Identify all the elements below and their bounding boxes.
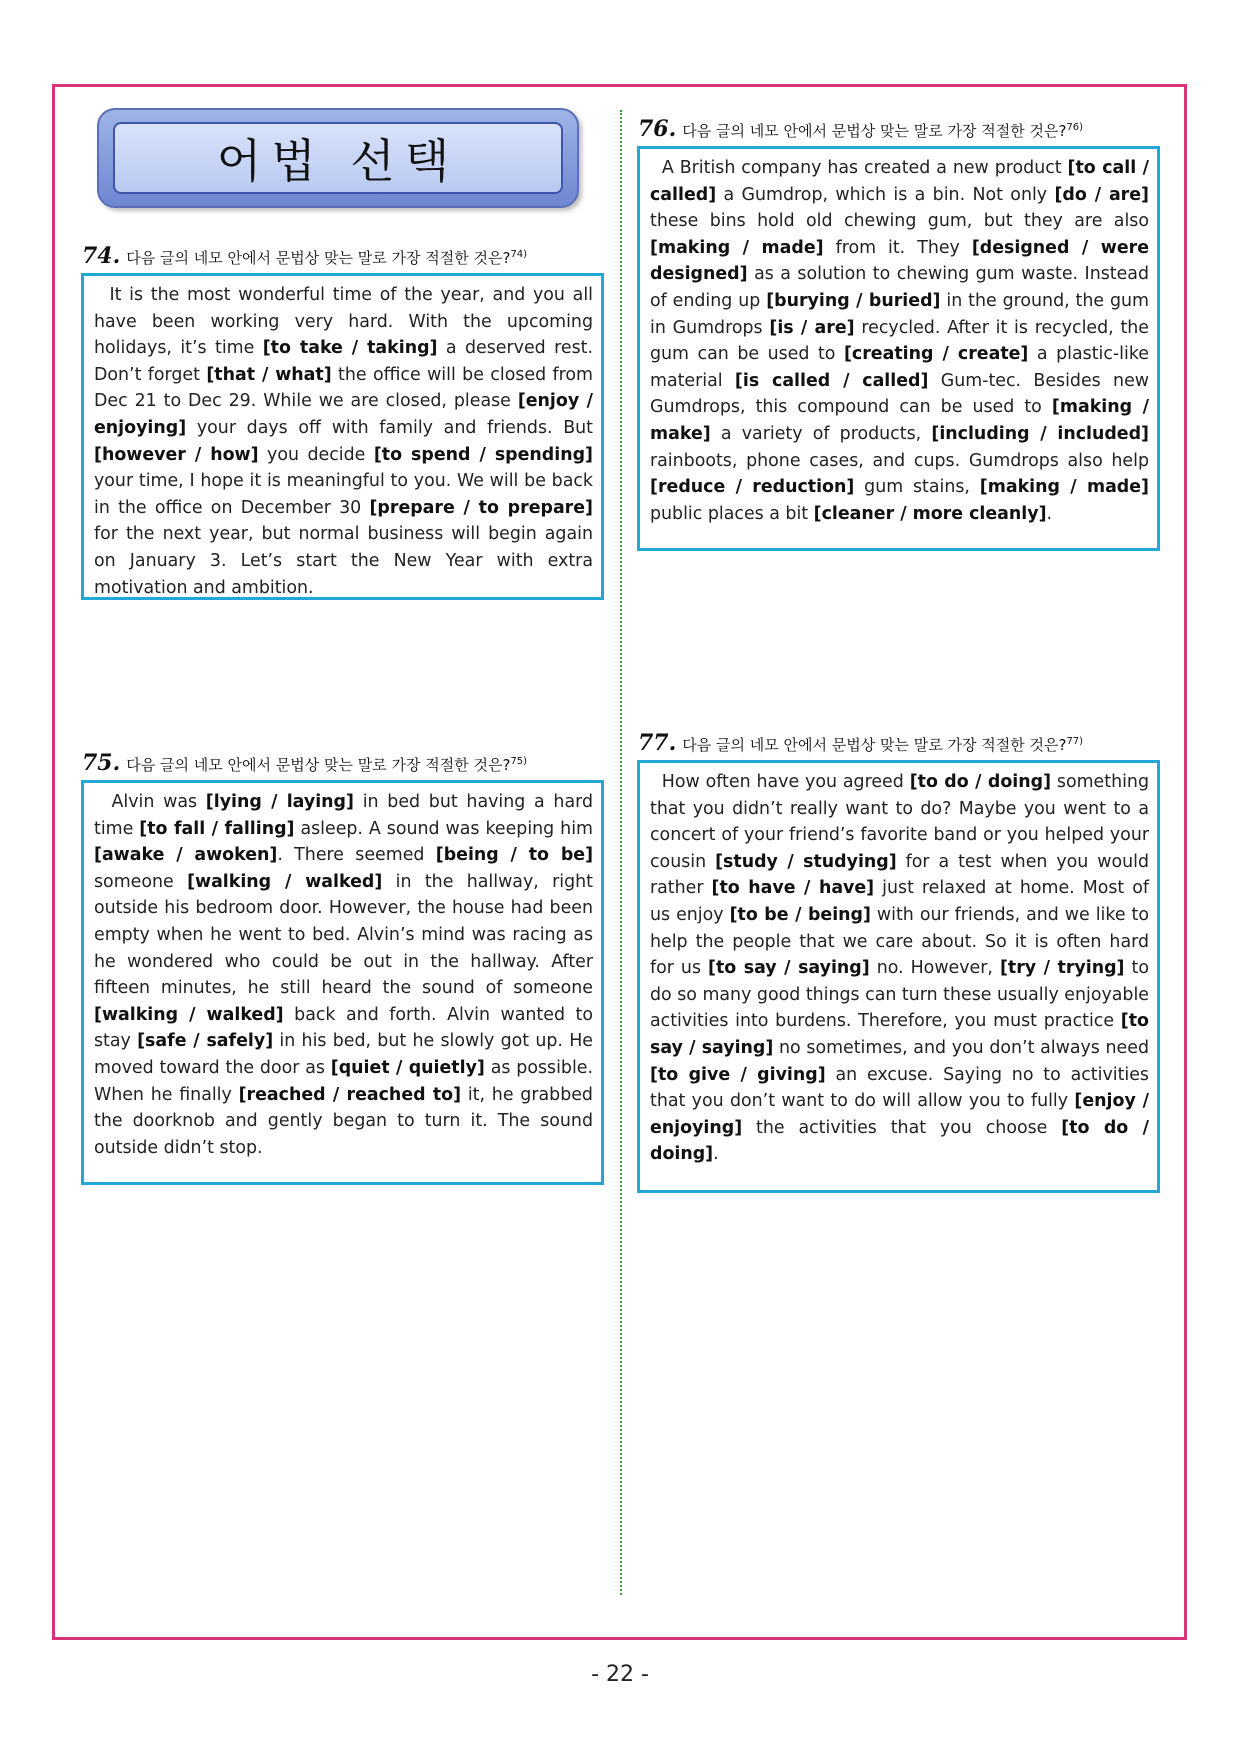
- passage-text: in his bed, but he slowly got up. He moved toward the door as: [94, 1031, 594, 1078]
- grammar-choice: [walking / walked]: [187, 871, 383, 892]
- grammar-choice: [creating / create]: [843, 344, 1029, 365]
- grammar-choice: [quiet / quietly]: [330, 1057, 485, 1078]
- grammar-choice: [to have / have]: [711, 878, 875, 899]
- footnote-ref: 77): [1066, 736, 1084, 747]
- passage-text: the activities that you choose: [742, 1117, 1062, 1138]
- grammar-choice: [including / included]: [931, 423, 1149, 444]
- footnote-ref: 76): [1066, 122, 1084, 133]
- question-74-passage: [81, 273, 604, 600]
- passage-text: rainboots, phone cases, and cups. Gumdrops also help: [650, 450, 1149, 471]
- section-title-plate: [113, 122, 563, 194]
- grammar-choice: [making / made]: [979, 477, 1149, 498]
- grammar-choice: [making / make]: [650, 397, 1149, 444]
- page-number: - 22 -: [591, 1662, 649, 1687]
- question-number: 76.: [638, 116, 677, 142]
- passage-text: in the hallway, right outside his bedroom door. However, the house had been empty when he went to bed. Alvin’s mind was racing as he wondered who could be out in the hallway. After fifteen minutes, he still heard the sound of someone: [94, 871, 593, 999]
- passage-text: with our friends, and we like to help the people that we care about. So it is often hard for us: [650, 904, 1149, 979]
- grammar-choice: [however / how]: [94, 444, 259, 465]
- passage-text: you decide: [258, 444, 374, 465]
- question-number: 75.: [82, 750, 121, 776]
- grammar-choice: [to spend / spending]: [373, 444, 593, 465]
- question-74-header: [82, 243, 527, 269]
- footnote-ref: 75): [510, 756, 528, 767]
- question-76-header: [638, 116, 1083, 142]
- passage-text: gum stains,: [854, 477, 980, 498]
- question-number: 74.: [82, 243, 121, 269]
- question-prompt: 다음 글의 네모 안에서 문법상 맞는 말로 가장 적절한 것은?$^{74)}$: [126, 249, 528, 267]
- passage-text: a variety of products,: [710, 423, 932, 444]
- section-title-banner: [97, 108, 579, 208]
- passage-text: in the ground, the gum in Gumdrops: [650, 290, 1149, 338]
- passage-text: to do so many good things can turn these usually enjoyable activities into burdens. Therefore, you must practice: [650, 958, 1149, 1032]
- grammar-choice: [burying / buried]: [766, 290, 941, 311]
- passage-text: the office will be closed from Dec 21 to Dec 29. While we are closed, please: [94, 364, 593, 412]
- passage-text: back and forth. Alvin wanted to stay: [94, 1004, 593, 1052]
- grammar-choice: [to call / called]: [650, 158, 1150, 205]
- passage-text: . There seemed: [277, 845, 436, 866]
- passage-text: for a test when you would rather: [650, 851, 1149, 899]
- grammar-choice: [being / to be]: [435, 845, 594, 866]
- grammar-choice: [making / made]: [650, 237, 824, 258]
- column-divider: [620, 110, 622, 1595]
- grammar-choice: [walking / walked]: [94, 1004, 284, 1025]
- passage-text: in bed but having a hard time: [94, 792, 593, 839]
- passage-text: .: [1046, 503, 1053, 524]
- passage-text: someone: [94, 871, 188, 892]
- grammar-choice: [to say / saying]: [708, 958, 870, 979]
- passage-text: an excuse. Saying no to activities that you don’t want to do will allow you to fully: [650, 1064, 1149, 1112]
- grammar-choice: [to fall / falling]: [139, 818, 295, 839]
- question-75-passage: [81, 780, 604, 1185]
- passage-text: as a solution to chewing gum waste. Instead of ending up: [650, 264, 1149, 311]
- grammar-choice: [designed / were designed]: [650, 237, 1149, 285]
- question-75-header: [82, 750, 527, 776]
- grammar-choice: [to do / doing]: [650, 1117, 1149, 1165]
- grammar-choice: [to take / taking]: [262, 338, 438, 359]
- passage-text: from it. They: [823, 237, 972, 258]
- grammar-choice: [is / are]: [769, 317, 855, 338]
- grammar-choice: [to give / giving]: [650, 1064, 826, 1085]
- question-77-passage: [637, 760, 1160, 1193]
- passage-text: just relaxed at home. Most of us enjoy: [650, 878, 1149, 925]
- question-76-passage: [637, 146, 1160, 551]
- passage-text: .: [713, 1144, 719, 1165]
- footnote-ref: 74): [510, 249, 528, 260]
- grammar-choice: [lying / laying]: [205, 792, 354, 812]
- question-prompt: 다음 글의 네모 안에서 문법상 맞는 말로 가장 적절한 것은?$^{75)}$: [126, 756, 528, 774]
- passage-text: a deserved rest. Don’t forget: [94, 338, 593, 385]
- passage-text: It is the most wonderful time of the year, and you all have been working very hard. With the upcoming holidays, it’s time: [94, 285, 593, 359]
- passage-text: your time, I hope it is meaningful to you. We will be back in the office on December 30: [94, 471, 593, 518]
- passage-text: no. However,: [869, 958, 1000, 979]
- grammar-choice: [reached / reached to]: [238, 1084, 462, 1105]
- passage-text: these bins hold old chewing gum, but they are also: [650, 211, 1149, 232]
- grammar-choice: [enjoy / enjoying]: [650, 1091, 1149, 1138]
- grammar-choice: [safe / safely]: [137, 1031, 274, 1052]
- grammar-choice: [to be / being]: [729, 904, 871, 925]
- passage-text: no sometimes, and you don’t always need: [773, 1037, 1149, 1058]
- passage-text: a Gumdrop, which is a bin. Not only: [716, 184, 1055, 205]
- grammar-choice: [prepare / to prepare]: [369, 497, 593, 518]
- grammar-choice: [do / are]: [1054, 184, 1150, 205]
- grammar-choice: [that / what]: [206, 364, 332, 385]
- grammar-choice: [study / studying]: [715, 851, 897, 872]
- passage-text: your days off with family and friends. But: [186, 417, 593, 438]
- question-prompt: 다음 글의 네모 안에서 문법상 맞는 말로 가장 적절한 것은?$^{76)}$: [682, 122, 1084, 140]
- passage-text: recycled. After it is recycled, the gum can be used to: [650, 317, 1149, 365]
- grammar-choice: [awake / awoken]: [94, 845, 278, 866]
- grammar-choice: [to say / saying]: [650, 1011, 1149, 1058]
- grammar-choice: [try / trying]: [999, 958, 1125, 979]
- grammar-choice: [is called / called]: [734, 370, 929, 391]
- question-prompt: 다음 글의 네모 안에서 문법상 맞는 말로 가장 적절한 것은?$^{77)}$: [682, 736, 1084, 754]
- grammar-choice: [reduce / reduction]: [650, 477, 855, 498]
- passage-text: public places a bit: [650, 503, 814, 524]
- question-77-header: [638, 730, 1083, 756]
- grammar-choice: [enjoy / enjoying]: [94, 391, 593, 438]
- passage-text: a plastic-like material: [650, 344, 1149, 391]
- passage-text: for the next year, but normal business will begin again on January 3. Let’s start the New Year with extra motivation and ambition.: [94, 524, 593, 598]
- passage-text: as possible. When he finally: [94, 1057, 594, 1105]
- grammar-choice: [cleaner / more cleanly]: [813, 503, 1047, 524]
- passage-text: A British company has created a new product: [650, 158, 1068, 178]
- passage-text: asleep. A sound was keeping him: [294, 818, 593, 839]
- passage-text: it, he grabbed the doorknob and gently began to turn it. The sound outside didn’t stop.: [94, 1084, 593, 1158]
- section-title: 어법 선택: [216, 134, 460, 188]
- passage-text: Gum-tec. Besides new Gumdrops, this compound can be used to: [650, 370, 1149, 418]
- passage-text: Alvin was: [94, 792, 206, 812]
- question-number: 77.: [638, 730, 677, 756]
- passage-text: How often have you agreed: [650, 772, 910, 792]
- passage-text: something that you didn’t really want to do? Maybe you went to a concert of your friend’s favorite band or you helped your cousin: [650, 772, 1149, 872]
- grammar-choice: [to do / doing]: [909, 772, 1052, 792]
